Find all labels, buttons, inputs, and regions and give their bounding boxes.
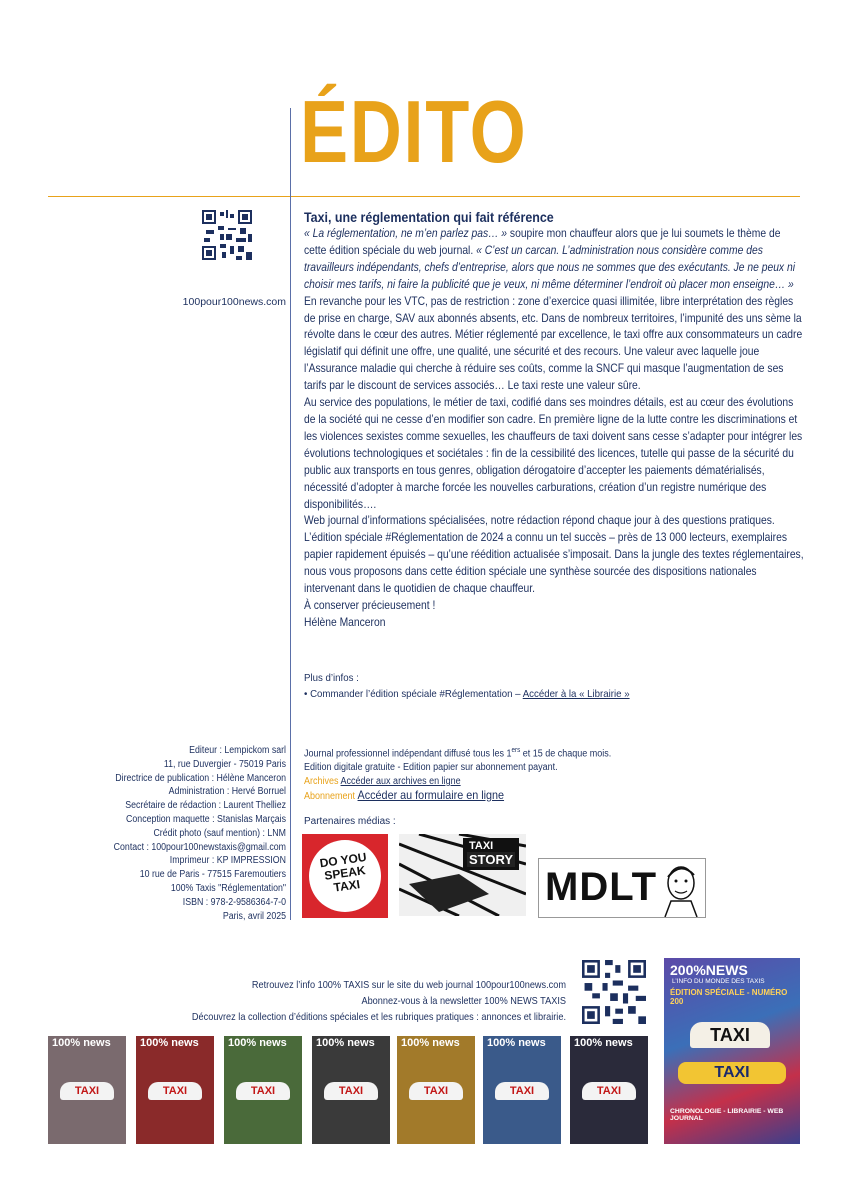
article-headline: Taxi, une réglementation qui fait référence xyxy=(304,209,554,225)
quote-1: « La réglementation, ne m’en parlez pas… » xyxy=(304,227,508,240)
cover-thumbnail[interactable] xyxy=(397,1036,475,1144)
qr-code-icon xyxy=(202,210,252,260)
logo-taxi-story-line1: TAXI xyxy=(469,840,494,852)
credit-line: Administration : Hervé Borruel xyxy=(168,786,286,798)
cover-masthead: 100% news xyxy=(574,1037,633,1049)
cover-sign: TAXI xyxy=(324,1082,378,1100)
library-link[interactable]: Accéder à la « Librairie » xyxy=(522,688,630,700)
cover-taxi-sign: TAXI xyxy=(690,1022,770,1048)
logo-do-you-speak-taxi-text: DO YOU SPEAK TAXI xyxy=(318,849,368,895)
credit-line: Crédit photo (sauf mention) : LNM xyxy=(153,827,286,839)
cover-masthead: 100% news xyxy=(140,1037,199,1049)
credits-block xyxy=(57,744,286,923)
cover-sign: TAXI xyxy=(148,1082,202,1100)
logo-mdlt-text: MDLT xyxy=(545,865,658,909)
archives-link[interactable]: Accéder aux archives en ligne xyxy=(340,775,461,787)
edito-article xyxy=(304,208,804,632)
journal-line-1b: et 15 de chaque mois. xyxy=(520,748,612,760)
qr-code-footer-icon xyxy=(582,960,646,1024)
paragraph-1-text-b: En revanche pour les VTC, pas de restriction : zone d’exercice quasi illimitée, libre interprétation des règles de prise en charge, SAV aux abonnés absents, etc. Dans de nombreux territoires, l’impunité des uns sème la révolte dans le cœur des autres. Métier réglementé par excellence, le taxi offre aux consommateurs un cadre législatif qui définit une offre, une qualité, une sécurité et des recours. Une valeur avec laquelle joue l’Assurance maladie qui cherche à réduire ses coûts, comme la SNCF qui masque l’augmentation de ses tarifs par le discount de services associés… Le taxi reste une valeur sûre. xyxy=(304,294,803,393)
taxi-story-illustration-icon xyxy=(399,834,526,916)
cover-sign: TAXI xyxy=(236,1082,290,1100)
quote-2: « C’est un carcan. L’administration nous considère comme des travailleurs indépendants, chefs d’entreprise, alors que nous ne sommes que des exécutants. Je ne peux ni choisir mes tarifs, ni faire la publicité que je veux, ni même déterminer l’endroit où placer mon enseigne… » xyxy=(304,243,796,291)
credit-line: 11, rue Duvergier - 75019 Paris xyxy=(163,758,286,770)
title-rule xyxy=(48,196,800,197)
footer-line-3: Découvrez la collection d’éditions spéciales et les rubriques pratiques : annonces et librairie. xyxy=(191,1012,567,1023)
cover-sign: TAXI xyxy=(409,1082,463,1100)
footer-line-2: Abonnez-vous à la newsletter 100% NEWS TAXIS xyxy=(361,996,566,1007)
cover-masthead: 100% news xyxy=(487,1037,546,1049)
credit-line: Editeur : Lempickom sarl xyxy=(189,745,286,756)
cover-thumbnail[interactable] xyxy=(48,1036,126,1144)
footer-line-1: Retrouvez l’info 100% TAXIS sur le site du web journal 100pour100news.com xyxy=(251,980,566,991)
abonnement-row xyxy=(304,789,628,804)
logo-mdlt[interactable] xyxy=(538,858,706,918)
archives-row xyxy=(304,775,628,789)
qr-code-footer[interactable] xyxy=(582,960,646,1029)
cover-thumbnail[interactable] xyxy=(224,1036,302,1144)
credit-line: Paris, avril 2025 xyxy=(222,910,286,922)
credit-line: Directrice de publication : Hélène Manceron xyxy=(115,772,286,784)
column-divider xyxy=(290,108,291,920)
special-edition-cover[interactable] xyxy=(664,958,800,1144)
journal-line-2: Edition digitale gratuite - Edition papier sur abonnement payant. xyxy=(304,762,558,774)
footer-text xyxy=(170,978,566,1026)
journal-line-1 xyxy=(304,744,628,761)
credit-line: ISBN : 978-2-9586364-7-0 xyxy=(182,896,286,908)
logo-do-you-speak-taxi[interactable] xyxy=(302,834,388,918)
credit-line: Secrétaire de rédaction : Laurent Thelliez xyxy=(125,800,286,812)
more-info-label: Plus d’infos : xyxy=(304,672,359,684)
page-title: ÉDITO xyxy=(300,82,528,181)
cover-edition: ÉDITION SPÉCIALE - NUMÉRO 200 xyxy=(670,988,788,1006)
qr-code-top[interactable] xyxy=(202,210,252,265)
partners-label: Partenaires médias : xyxy=(304,816,396,827)
more-info xyxy=(304,670,635,702)
logo-taxi-story-line2: STORY xyxy=(469,852,514,867)
journal-info xyxy=(304,744,628,804)
credit-line: Conception maquette : Stanislas Marçais xyxy=(126,813,286,825)
cover-masthead: 100% news xyxy=(228,1037,287,1049)
cover-thumbnail[interactable] xyxy=(483,1036,561,1144)
cover-bottom: CHRONOLOGIE - LIBRAIRIE - WEB JOURNAL xyxy=(670,1108,784,1122)
site-link[interactable]: 100pour100news.com xyxy=(182,296,286,308)
cover-masthead: 100% news xyxy=(316,1037,375,1049)
paragraph-4: À conserver précieusement ! xyxy=(304,598,436,612)
archives-label: Archives xyxy=(304,775,339,787)
more-info-bullet: • Commander l’édition spéciale #Réglementation – xyxy=(304,688,523,700)
abonnement-link[interactable]: Accéder au formulaire en ligne xyxy=(357,787,505,802)
abonnement-label: Abonnement xyxy=(304,790,356,802)
cover-sign: TAXI xyxy=(495,1082,549,1100)
credit-line: 10 rue de Paris - 77515 Faremoutiers xyxy=(139,869,286,881)
journal-line-1a: Journal professionnel indépendant diffusé tous les 1 xyxy=(304,748,512,760)
cover-tagline: L’INFO DU MONDE DES TAXIS xyxy=(672,978,765,985)
caricature-icon xyxy=(657,859,705,917)
signature: Hélène Manceron xyxy=(304,615,386,629)
cover-thumbnail[interactable] xyxy=(312,1036,390,1144)
more-info-item xyxy=(304,686,635,702)
credit-line: Imprimeur : KP IMPRESSION xyxy=(169,855,286,867)
logo-taxi-story[interactable] xyxy=(399,834,526,916)
journal-line-1-sup: ers xyxy=(511,747,521,754)
cover-brand: 200%NEWS xyxy=(670,962,748,978)
paragraph-1-text-a: soupire mon chauffeur alors que je lui soumets le thème de cette édition spéciale du web journal. xyxy=(304,227,781,257)
paragraph-2: Au service des populations, le métier de taxi, codifié dans ses moindres détails, est au cœur des évolutions de la société qui ne cesse d’en modifier son cadre. En première ligne de la lutte contre les discriminations et les violences sexistes comme sexuelles, les chauffeurs de taxi doivent sans cesse s’adapter pour intégrer les évolutions technologiques et sociétales : fin de la cessibilité des licences, tutelle qui passe de la sécurité du public aux transports en tous genres, obligation dérogatoire d’accepter les paiements dématérialisés, nécessité d’adopter à marche forcée les nouvelles carburations, création d’un registre numérique des disponibilités…. xyxy=(304,396,803,511)
cover-taxi-sign-2: TAXI xyxy=(678,1062,786,1084)
cover-sign: TAXI xyxy=(60,1082,114,1100)
cover-sign: TAXI xyxy=(582,1082,636,1100)
credit-line: 100% Taxis "Réglementation" xyxy=(170,882,286,894)
cover-masthead: 100% news xyxy=(52,1037,111,1049)
paragraph-3: Web journal d’informations spécialisées, notre rédaction répond chaque jour à des questions pratiques. L’édition spéciale #Réglementation de 2024 a connu un tel succès – près de 13 000 lecteurs, exemplaires papier rapidement épuisés – qu’une réédition actualisée s’imposait. Dans la jungle des textes réglementaires, nous vous proposons dans cette édition spéciale une synthèse sourcée des dispositions nationales intervenant dans le quotidien de chaque chauffeur. xyxy=(304,514,804,596)
cover-thumbnail[interactable] xyxy=(570,1036,648,1144)
paragraph-1 xyxy=(304,226,804,395)
cover-masthead: 100% news xyxy=(401,1037,460,1049)
cover-thumbnail[interactable] xyxy=(136,1036,214,1144)
credit-line: Contact : 100pour100newstaxis@gmail.com xyxy=(113,841,286,853)
